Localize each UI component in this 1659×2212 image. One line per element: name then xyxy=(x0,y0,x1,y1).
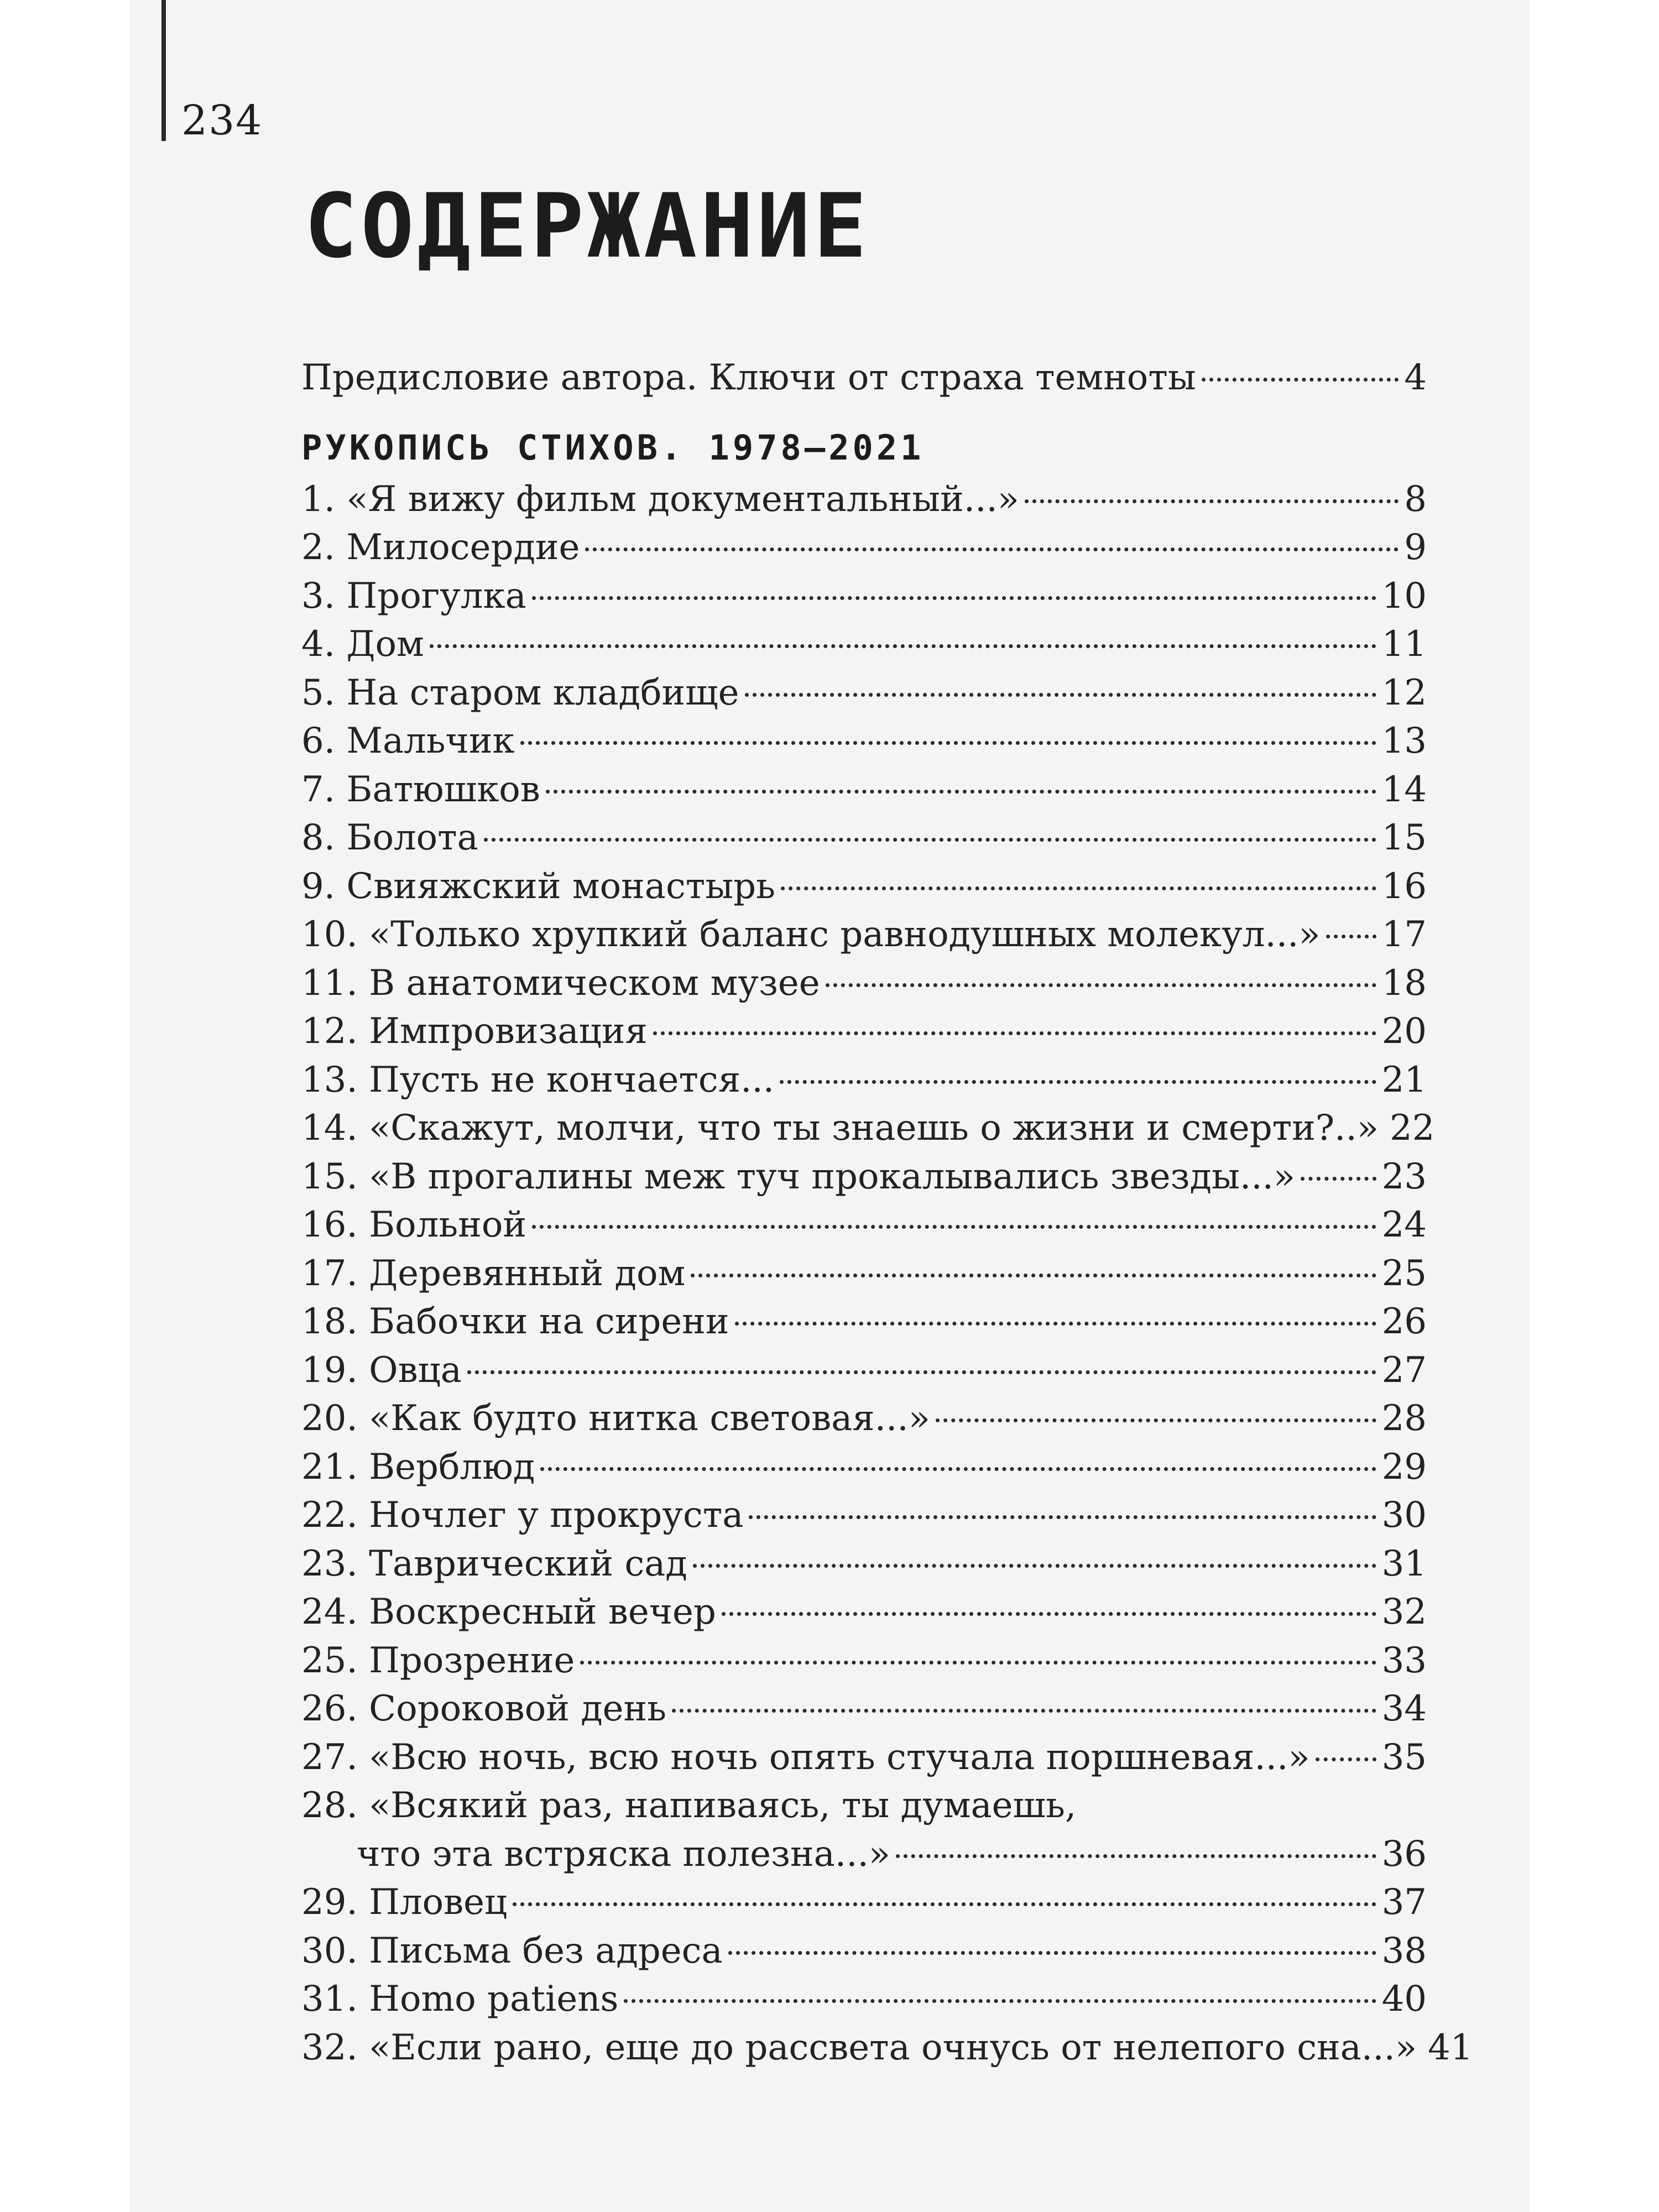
dot-leader xyxy=(513,1902,1376,1906)
toc-entry-title: 12. Импровизация xyxy=(301,1011,648,1052)
dot-leader xyxy=(1202,378,1399,382)
toc-entry-page: 26 xyxy=(1381,1301,1427,1342)
toc-entry-page: 20 xyxy=(1381,1011,1427,1052)
dot-leader xyxy=(532,596,1376,600)
toc-entry-title: 24. Воскресный вечер xyxy=(301,1592,716,1632)
toc-entry-title-line2: что эта встряска полезна...» xyxy=(357,1833,890,1875)
toc-entry xyxy=(301,1201,1427,1250)
toc-entry-title: 30. Письма без адреса xyxy=(301,1930,723,1971)
toc-entry-title: 5. На старом кладбище xyxy=(301,672,739,713)
toc-entry xyxy=(301,572,1427,621)
toc-entry xyxy=(301,524,1427,572)
toc-entry-title: 4. Дом xyxy=(301,624,424,665)
toc-entry xyxy=(301,669,1427,718)
dot-leader xyxy=(781,886,1376,890)
toc-entry-title: 18. Бабочки на сирени xyxy=(301,1301,729,1342)
dot-leader xyxy=(546,790,1376,794)
dot-leader xyxy=(735,1322,1376,1326)
toc-entry-page: 17 xyxy=(1381,914,1427,955)
toc-entry xyxy=(301,1540,1427,1589)
toc-entry-page: 21 xyxy=(1381,1059,1427,1100)
toc-entry-title: 9. Свияжский монастырь xyxy=(301,865,775,907)
toc-entry xyxy=(301,1491,1427,1540)
toc-entries-list xyxy=(301,476,1473,2073)
toc-entry-page: 40 xyxy=(1381,1979,1427,2020)
toc-entry-title: 31. Homo patiens xyxy=(301,1979,619,2020)
toc-entry xyxy=(301,1927,1427,1976)
dot-leader xyxy=(520,741,1376,745)
dot-leader xyxy=(745,693,1376,697)
page-number: 234 xyxy=(181,97,263,144)
page-edge-line xyxy=(161,0,166,141)
toc-entry xyxy=(301,959,1427,1008)
table-of-contents xyxy=(301,354,1473,2072)
toc-entry xyxy=(301,1443,1427,1492)
dot-leader xyxy=(1025,499,1399,503)
dot-leader xyxy=(728,1951,1376,1955)
toc-entry xyxy=(301,1395,1427,1443)
toc-entry-page: 29 xyxy=(1381,1446,1427,1488)
toc-entry-continuation xyxy=(301,1830,1427,1879)
toc-entry xyxy=(301,620,1427,669)
toc-entry-title: 11. В анатомическом музее xyxy=(301,962,820,1004)
toc-entry-title: 10. «Только хрупкий баланс равнодушных молекул...» xyxy=(301,914,1321,955)
toc-entry xyxy=(301,717,1427,766)
toc-entry xyxy=(301,1056,1427,1105)
dot-leader xyxy=(484,838,1376,842)
toc-entry-title: 27. «Всю ночь, всю ночь опять стучала поршневая...» xyxy=(301,1736,1310,1778)
toc-entry-page: 27 xyxy=(1381,1349,1427,1391)
toc-entry xyxy=(301,1734,1427,1782)
toc-entry-title: 13. Пусть не кончается... xyxy=(301,1059,775,1100)
toc-entry xyxy=(301,1298,1427,1347)
section-heading: РУКОПИСЬ СТИХОВ. 1978–2021 xyxy=(301,427,925,468)
toc-entry xyxy=(301,766,1427,815)
toc-entry xyxy=(301,1685,1427,1734)
toc-entry xyxy=(301,1347,1427,1395)
toc-entry-page: 24 xyxy=(1381,1204,1427,1245)
dot-leader xyxy=(691,1274,1376,1277)
dot-leader xyxy=(532,1225,1376,1229)
dot-leader xyxy=(936,1418,1376,1422)
toc-entry-page: 18 xyxy=(1381,962,1427,1004)
toc-entry xyxy=(301,863,1427,911)
toc-entry xyxy=(301,1879,1427,1927)
toc-entry-page: 30 xyxy=(1381,1495,1427,1536)
toc-entry-page: 22 xyxy=(1389,1108,1435,1149)
toc-entry-title: 29. Пловец xyxy=(301,1882,508,1923)
toc-entry-title: 14. «Скажут, молчи, что ты знаешь о жизни и смерти?..» xyxy=(301,1108,1379,1149)
toc-entry-page: 9 xyxy=(1404,527,1427,568)
toc-entry xyxy=(301,2024,1473,2073)
toc-entry xyxy=(301,1153,1427,1202)
toc-entry xyxy=(301,1975,1427,2024)
dot-leader xyxy=(1326,935,1376,938)
toc-entry-page: 32 xyxy=(1381,1592,1427,1632)
dot-leader xyxy=(693,1564,1376,1568)
toc-entry-page: 36 xyxy=(1381,1833,1427,1875)
toc-entry xyxy=(301,476,1427,524)
toc-entry-title: 7. Батюшков xyxy=(301,769,540,810)
dot-leader xyxy=(467,1370,1376,1374)
toc-entry-page: 14 xyxy=(1381,769,1427,810)
dot-leader xyxy=(624,1999,1376,2003)
toc-entry xyxy=(301,911,1427,959)
toc-entry-title: 8. Болота xyxy=(301,817,478,858)
toc-entry-page: 31 xyxy=(1381,1543,1427,1584)
toc-entry-page: 28 xyxy=(1381,1398,1427,1439)
dot-leader xyxy=(896,1854,1376,1858)
toc-entry-page: 10 xyxy=(1381,575,1427,617)
toc-entry-title: 26. Сороковой день xyxy=(301,1688,666,1729)
page-title: СОДЕРЖАНИЕ xyxy=(304,174,870,278)
toc-entry-title: 25. Прозрение xyxy=(301,1640,575,1681)
toc-entry xyxy=(301,1637,1427,1686)
toc-entry-title: 1. «Я вижу фильм документальный...» xyxy=(301,478,1019,520)
toc-entry-title: 32. «Если рано, еще до рассвета очнусь от нелепого сна...» xyxy=(301,2027,1417,2068)
toc-entry-title: 16. Больной xyxy=(301,1204,527,1245)
toc-entry-page: 15 xyxy=(1381,817,1427,858)
toc-entry-page: 35 xyxy=(1381,1736,1427,1778)
toc-entry-page: 16 xyxy=(1381,865,1427,907)
dot-leader xyxy=(540,1467,1376,1471)
dot-leader xyxy=(1316,1757,1376,1761)
toc-entry-title: 19. Овца xyxy=(301,1349,462,1391)
toc-entry-title: Предисловие автора. Ключи от страха темноты xyxy=(301,357,1196,398)
toc-entry-page: 12 xyxy=(1381,672,1427,713)
toc-entry-title: 3. Прогулка xyxy=(301,575,526,617)
toc-entry-title: 23. Таврический сад xyxy=(301,1543,687,1584)
toc-entry-title: 17. Деревянный дом xyxy=(301,1253,686,1294)
dot-leader xyxy=(430,644,1376,648)
toc-entry-page: 33 xyxy=(1381,1640,1427,1681)
toc-entry xyxy=(301,1104,1435,1153)
dot-leader xyxy=(749,1515,1376,1519)
toc-entry-page: 23 xyxy=(1381,1156,1427,1197)
toc-entry-title: 6. Мальчик xyxy=(301,721,515,761)
toc-entry xyxy=(301,814,1427,863)
toc-entry xyxy=(301,1588,1427,1637)
dot-leader xyxy=(780,1080,1376,1084)
toc-entry xyxy=(301,1250,1427,1298)
toc-entry-page: 34 xyxy=(1381,1688,1427,1729)
dot-leader xyxy=(722,1612,1376,1616)
toc-entry xyxy=(301,1008,1427,1056)
dot-leader xyxy=(826,983,1376,987)
toc-entry-title: 21. Верблюд xyxy=(301,1446,535,1488)
dot-leader xyxy=(653,1031,1376,1035)
toc-entry-page: 11 xyxy=(1381,624,1427,665)
toc-entry-page: 41 xyxy=(1427,2027,1473,2068)
dot-leader xyxy=(672,1709,1376,1713)
toc-entry-title: 15. «В прогалины меж туч прокалывались звезды...» xyxy=(301,1156,1296,1197)
toc-entry-title: 28. «Всякий раз, напиваясь, ты думаешь, xyxy=(301,1785,1077,1826)
toc-entry xyxy=(301,1782,1427,1830)
toc-entry-page: 38 xyxy=(1381,1930,1427,1971)
toc-entry-page: 13 xyxy=(1381,721,1427,761)
toc-entry-page: 8 xyxy=(1404,478,1427,520)
toc-entry-title: 22. Ночлег у прокруста xyxy=(301,1495,744,1536)
toc-entry-title: 20. «Как будто нитка световая...» xyxy=(301,1398,930,1439)
dot-leader xyxy=(580,1661,1376,1665)
toc-entry-page: 37 xyxy=(1381,1882,1427,1923)
dot-leader xyxy=(585,547,1399,551)
dot-leader xyxy=(1301,1177,1376,1181)
toc-entry-page: 25 xyxy=(1381,1253,1427,1294)
toc-entry-title: 2. Милосердие xyxy=(301,527,580,568)
toc-entry-preface xyxy=(301,354,1427,403)
toc-entry-page: 4 xyxy=(1404,357,1427,398)
